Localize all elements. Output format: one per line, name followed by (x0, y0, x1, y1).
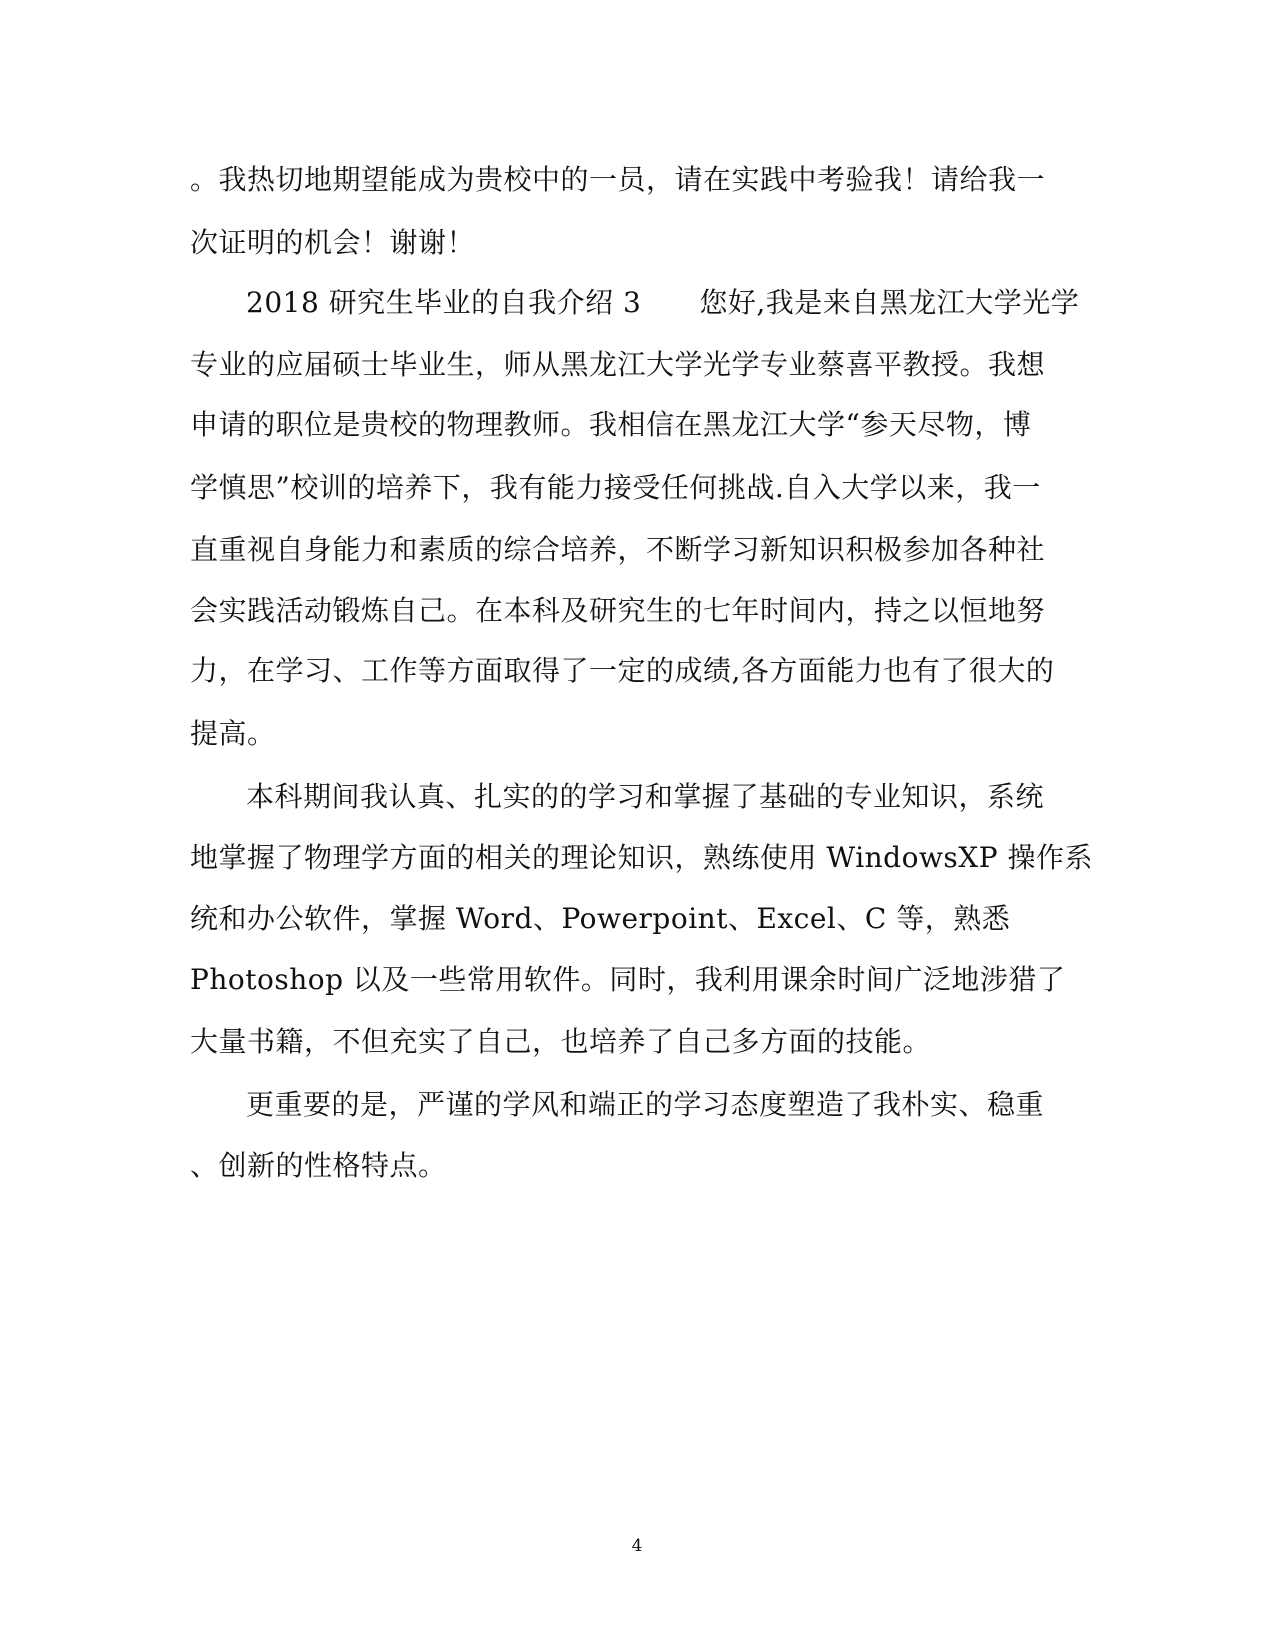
section-heading: 2018 研究生毕业的自我介绍 3 (246, 286, 642, 319)
text-line: Photoshop 以及一些常用软件。同时，我利用课余时间广泛地涉猎了 (190, 963, 1066, 996)
text-line: 会实践活动锻炼自己。在本科及研究生的七年时间内，持之以恒地努 (190, 594, 1046, 627)
text-line: 申请的职位是贵校的物理教师。我相信在黑龙江大学“参天尽物，博 (190, 408, 1032, 441)
text-line: 本科期间我认真、扎实的的学习和掌握了基础的专业知识，系统 (246, 780, 1045, 813)
text-line: 更重要的是，严谨的学风和端正的学习态度塑造了我朴实、稳重 (246, 1088, 1045, 1121)
text-line: 大量书籍，不但充实了自己，也培养了自己多方面的技能。 (190, 1025, 932, 1058)
section-heading-line (246, 286, 1079, 320)
text-line: 直重视自身能力和素质的综合培养，不断学习新知识积极参加各种社 (190, 533, 1046, 566)
text-line: 、创新的性格特点。 (190, 1149, 447, 1182)
text-line: 学慎思”校训的培养下，我有能力接受任何挑战.自入大学以来，我一 (190, 471, 1041, 504)
page-number: 4 (631, 1536, 643, 1556)
text-line: 提高。 (190, 717, 276, 750)
text-line: 专业的应届硕士毕业生，师从黑龙江大学光学专业蔡喜平教授。我想 (190, 348, 1046, 381)
text-line: 您好,我是来自黑龙江大学光学 (699, 286, 1080, 319)
text-line: 统和办公软件，掌握 Word、Powerpoint、Excel、C 等，熟悉 (190, 902, 1011, 935)
text-line: 次证明的机会！谢谢！ (190, 226, 476, 259)
text-line: 地掌握了物理学方面的相关的理论知识，熟练使用 WindowsXP 操作系 (190, 841, 1093, 874)
text-line: 。我热切地期望能成为贵校中的一员，请在实践中考验我！请给我一 (190, 163, 1046, 196)
text-line: 力，在学习、工作等方面取得了一定的成绩,各方面能力也有了很大的 (190, 654, 1055, 687)
